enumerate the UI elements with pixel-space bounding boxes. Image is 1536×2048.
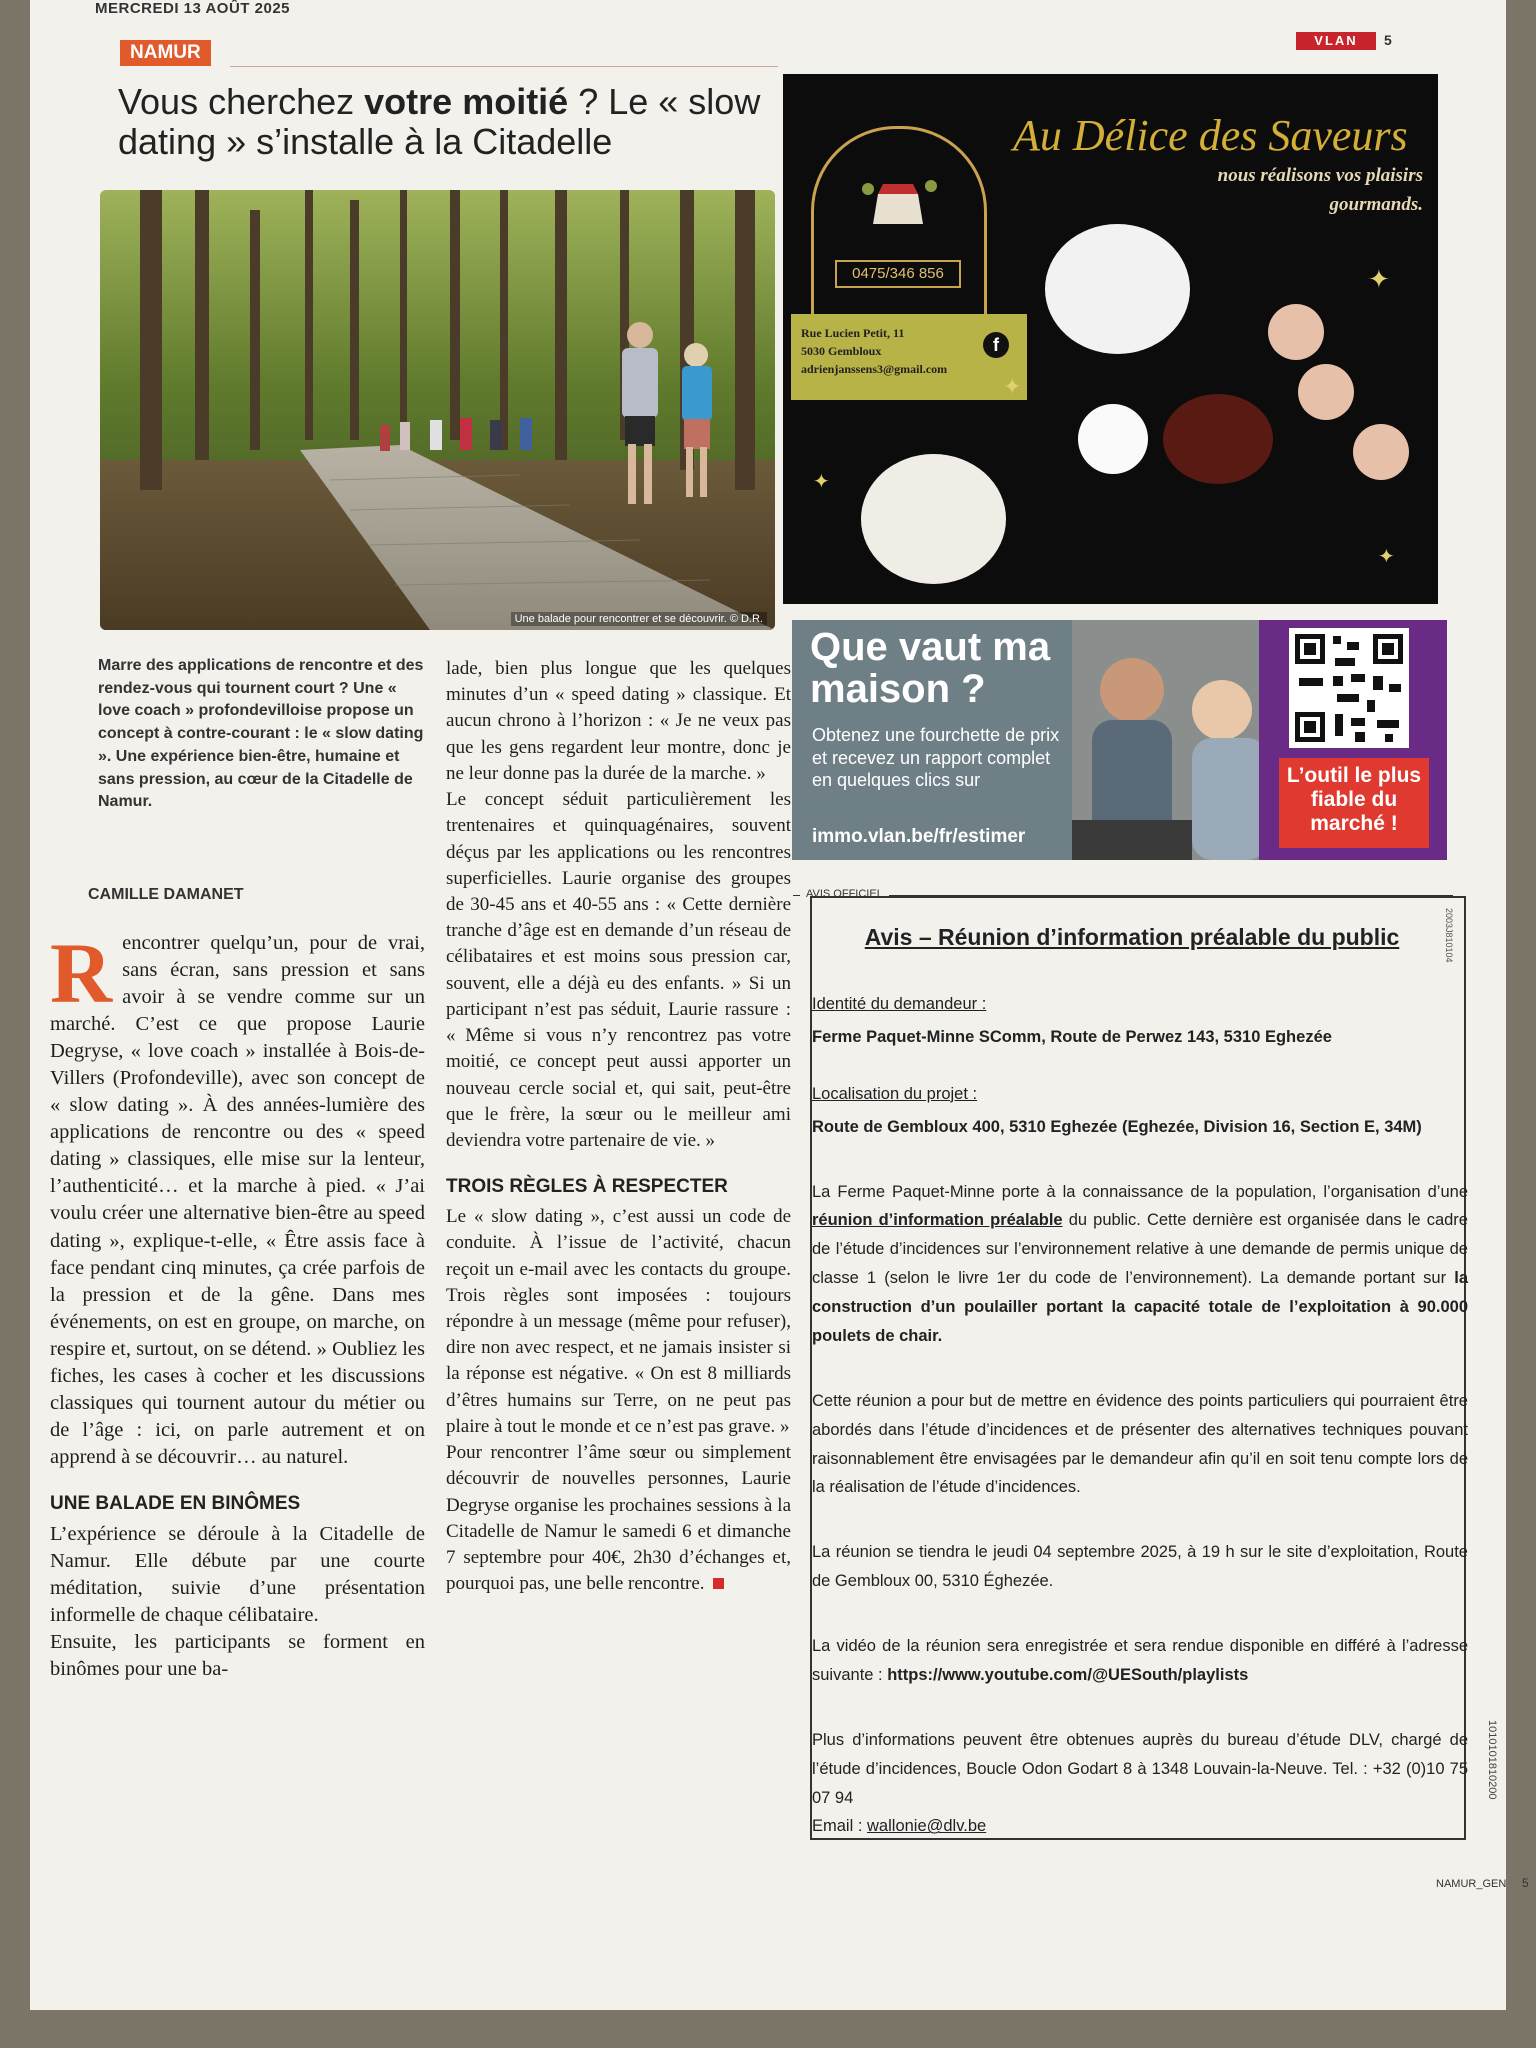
- bakery-phone: 0475/346 856: [835, 260, 961, 288]
- footer-page-number: 5: [1522, 1876, 1529, 1890]
- article-column-1: [50, 925, 425, 1683]
- subhead-balade: UNE BALADE EN BINÔMES: [50, 1492, 301, 1514]
- dessert-cake-3: [1078, 404, 1148, 474]
- location-label: Localisation du projet :: [812, 1084, 978, 1103]
- article-paragraph: [446, 1440, 791, 1597]
- notice-paragraph: Cette réunion a pour but de mettre en évidence des points particuliers qui pourraient être abordés dans l’étude d’incidences et de présenter des alternatives techniques pouvant raisonnablement être envisagées par le demandeur afin qu’il en soit tenu compte lors de la réalisation de l’étude d’incidences.: [812, 1391, 1468, 1497]
- article-column-2: [446, 656, 791, 1597]
- article-paragraph: [50, 925, 425, 1471]
- dessert-plate-2: [861, 454, 1006, 584]
- notice-paragraph: Plus d’informations peuvent être obtenues auprès du bureau d’étude DLV, chargé de l’étude d’incidences, Boucle Odon Godart 8 à 1348 Louvain-la-Neuve. Tel. : +32 (0)10 75 07 94: [812, 1730, 1468, 1807]
- cake-icon: [853, 164, 943, 244]
- official-notice: [810, 896, 1466, 1840]
- qr-code-icon: [1289, 628, 1409, 748]
- dessert-mini-2: [1298, 364, 1354, 420]
- immo-subtext: Obtenez une fourchette de prix et recevez un rapport complet en quelques clics sur: [812, 725, 1060, 790]
- bakery-name: Au Délice des Saveurs: [1013, 111, 1408, 160]
- notice-paragraph: [812, 1178, 1468, 1351]
- headline-pre: Vous cherchez: [118, 81, 365, 122]
- dessert-mini-3: [1353, 424, 1409, 480]
- identity-label: Identité du demandeur :: [812, 995, 987, 1013]
- bakery-city: 5030 Gembloux: [801, 344, 882, 358]
- dateline: MERCREDI 13 AOÛT 2025: [95, 0, 290, 17]
- bakery-tagline: nous réalisons vos plaisirs gourmands.: [1217, 165, 1423, 215]
- header-rule: [230, 66, 778, 67]
- bakery-ad: [783, 74, 1438, 604]
- notice-emphasis: réunion d’information préalable: [812, 1211, 1063, 1230]
- notice-text: du public. Cette dernière est organisée dans le cadre de l’étude d’incidences sur l’environnement relative à une demande de permis unique de classe 1 (selon le livre 1er du code de l’environnement). La demande portant sur: [812, 1211, 1468, 1288]
- email-link[interactable]: wallonie@dlv.be: [867, 1817, 987, 1836]
- article-paragraph: Ensuite, les participants se forment en binômes pour une ba-: [50, 1631, 425, 1681]
- footer-code: NAMUR_GEN: [1436, 1878, 1507, 1890]
- drop-cap: R: [50, 925, 113, 1021]
- forest-illustration: [100, 190, 775, 630]
- paragraph-text: Pour rencontrer l’âme sœur ou simplement découvrir de nouvelles personnes, Laurie Degryse organise les prochaines sessions à la Citadelle de Namur le samedi 6 et dimanche 7 septembre pour 40€, 2h30 d’échanges et, pourquoi pas, une belle rencontre.: [446, 1442, 791, 1595]
- immo-cta: L’outil le plus fiable du marché !: [1279, 758, 1429, 848]
- bakery-street: Rue Lucien Petit, 11: [801, 326, 905, 340]
- end-mark-icon: [713, 1578, 724, 1589]
- immo-url: immo.vlan.be/fr/estimer: [812, 826, 1026, 847]
- byline: CAMILLE DAMANET: [88, 886, 244, 903]
- sparkle-icon: ✦: [813, 471, 830, 493]
- article-paragraph: Le concept séduit particulièrement les trentenaires et quinquagénaires, souvent déçus par les applications ou les rencontres superficielles. Laurie organise des groupes de 30-45 ans et 40-55 ans : « Cette dernière tranche d’âge est en demande d’un réseau de célibataires et est moins sous pression car, souvent, elle a déjà eu des enfants. » Si un participant n’est pas séduit, Laurie rassure : « Même si vous n’y rencontrez pas votre moitié, ce concept peut aussi apporter un nouveau cercle social et, qui sait, peut-être que le frère, la sœur ou le meilleur ami deviendra votre partenaire de vie. »: [446, 789, 791, 1151]
- notice-title: Avis – Réunion d’information préalable du public: [864, 924, 1400, 950]
- dessert-red: [1163, 394, 1273, 484]
- location-value: Route de Gembloux 400, 5310 Eghezée (Eghezée, Division 16, Section E, 34M): [812, 1117, 1422, 1136]
- identity-value: Ferme Paquet-Minne SComm, Route de Perwez 143, 5310 Eghezée: [812, 1027, 1332, 1046]
- article-paragraph: lade, bien plus longue que les quelques minutes d’un « speed dating » classique. Et aucun chrono à l’horizon : « Je ne veux pas que les gens regardent leur montre, donc je ne leur donne pas la durée de la marche. »: [446, 658, 791, 784]
- notice-emphasis: la construction d’un poulailler portant la capacité totale de l’exploitation à 90.000 poulets de chair.: [812, 1269, 1468, 1345]
- immo-qr-panel: [1259, 620, 1447, 860]
- paragraph-text: encontrer quelqu’un, pour de vrai, sans écran, sans pression et sans avoir à se vendre comme sur un marché. C’est ce que propose Laurie Degryse, « love coach » installée à Bois-de-Villers (Profondeville), avec son concept de « slow dating ». À des années-lumière des applications de rencontre ou des « speed dating » classiques, elle mise sur la lenteur, l’authenticité… et la marche à pied. « J’ai voulu créer une alternative bien-être au speed dating », explique-t-elle, « Être assis face à face pendant cinq minutes, ça crée parfois de la pression et de la gêne. Dans mes événements, on est en groupe, on marche, on respire et, surtout, on se détend. » Oubliez les fiches, les cases à cocher et les discussions classiques qui tournent autour du métier ou de l’âge : ici, on parle autrement et on apprend à se découvrir… au naturel.: [50, 932, 425, 1468]
- photo-caption: Une balade pour rencontrer et se découvrir. © D.R.: [511, 612, 767, 626]
- headline-post: ? Le « slow dating » s’installe à la Citadelle: [118, 81, 761, 163]
- notice-side-code: 2003J810104: [1444, 908, 1454, 963]
- bakery-email: adrienjanssens3@gmail.com: [801, 362, 948, 376]
- notice-body: [812, 990, 1468, 1855]
- article-headline: [118, 82, 788, 163]
- notice-text: La vidéo de la réunion sera enregistrée et sera rendue disponible en différé à l’adresse suivante :: [812, 1637, 1468, 1684]
- forest-walk-photo: [100, 190, 775, 630]
- youtube-link[interactable]: https://www.youtube.com/@UESouth/playlists: [887, 1665, 1249, 1684]
- headline-bold: votre moitié: [364, 81, 569, 122]
- footer-side-code: 1010101810200: [1486, 1720, 1498, 1800]
- article-paragraph: Le « slow dating », c’est aussi un code de conduite. À l’issue de l’activité, chacun reçoit un e-mail avec les contacts du groupe. Trois règles sont imposées : toujours répondre à un message (même pour refuser), dire non avec respect, et ne jamais insister si la réponse est négative. « On est 8 milliards d’êtres humains sur Terre, on ne peut pas plaire à tout le monde et ce n’est pas grave. »: [446, 1206, 791, 1437]
- sparkle-icon: ✦: [1378, 546, 1395, 568]
- dessert-mini-1: [1268, 304, 1324, 360]
- article-paragraph: L’expérience se déroule à la Citadelle de Namur. Elle débute par une courte méditation, suivie d’une présentation informelle de chaque célibataire.: [50, 1522, 425, 1627]
- notice-email-line: [812, 1812, 1468, 1841]
- notice-text: La Ferme Paquet-Minne porte à la connaissance de la population, l’organisation d’une: [812, 1182, 1468, 1201]
- article-lede: Marre des applications de rencontre et des rendez-vous qui tournent court ? Une « love coach » profondevilloise propose un concept à contre-courant : le « slow dating ». Une expérience bien-être, humaine et sans pression, au cœur de la Citadelle de Namur.: [98, 657, 424, 811]
- immo-headline: Que vaut ma maison ?: [810, 625, 1051, 711]
- sparkle-icon: ✦: [1368, 264, 1390, 294]
- section-tag: NAMUR: [120, 40, 211, 66]
- immo-ad: [792, 620, 1447, 860]
- vlan-logo: VLAN: [1296, 32, 1376, 50]
- dessert-plate-1: [1045, 224, 1190, 354]
- page-number-top: 5: [1384, 32, 1392, 48]
- email-label: Email :: [812, 1817, 868, 1836]
- notice-paragraph: La réunion se tiendra le jeudi 04 septembre 2025, à 19 h sur le site d’exploitation, Route de Gembloux 00, 5310 Éghezée.: [812, 1543, 1468, 1591]
- notice-label: AVIS OFFICIEL: [800, 888, 889, 900]
- facebook-icon: f: [983, 332, 1009, 358]
- sparkle-icon: ✦: [1003, 374, 1022, 399]
- notice-paragraph: [812, 1632, 1468, 1690]
- subhead-regles: TROIS RÈGLES À RESPECTER: [446, 1176, 728, 1198]
